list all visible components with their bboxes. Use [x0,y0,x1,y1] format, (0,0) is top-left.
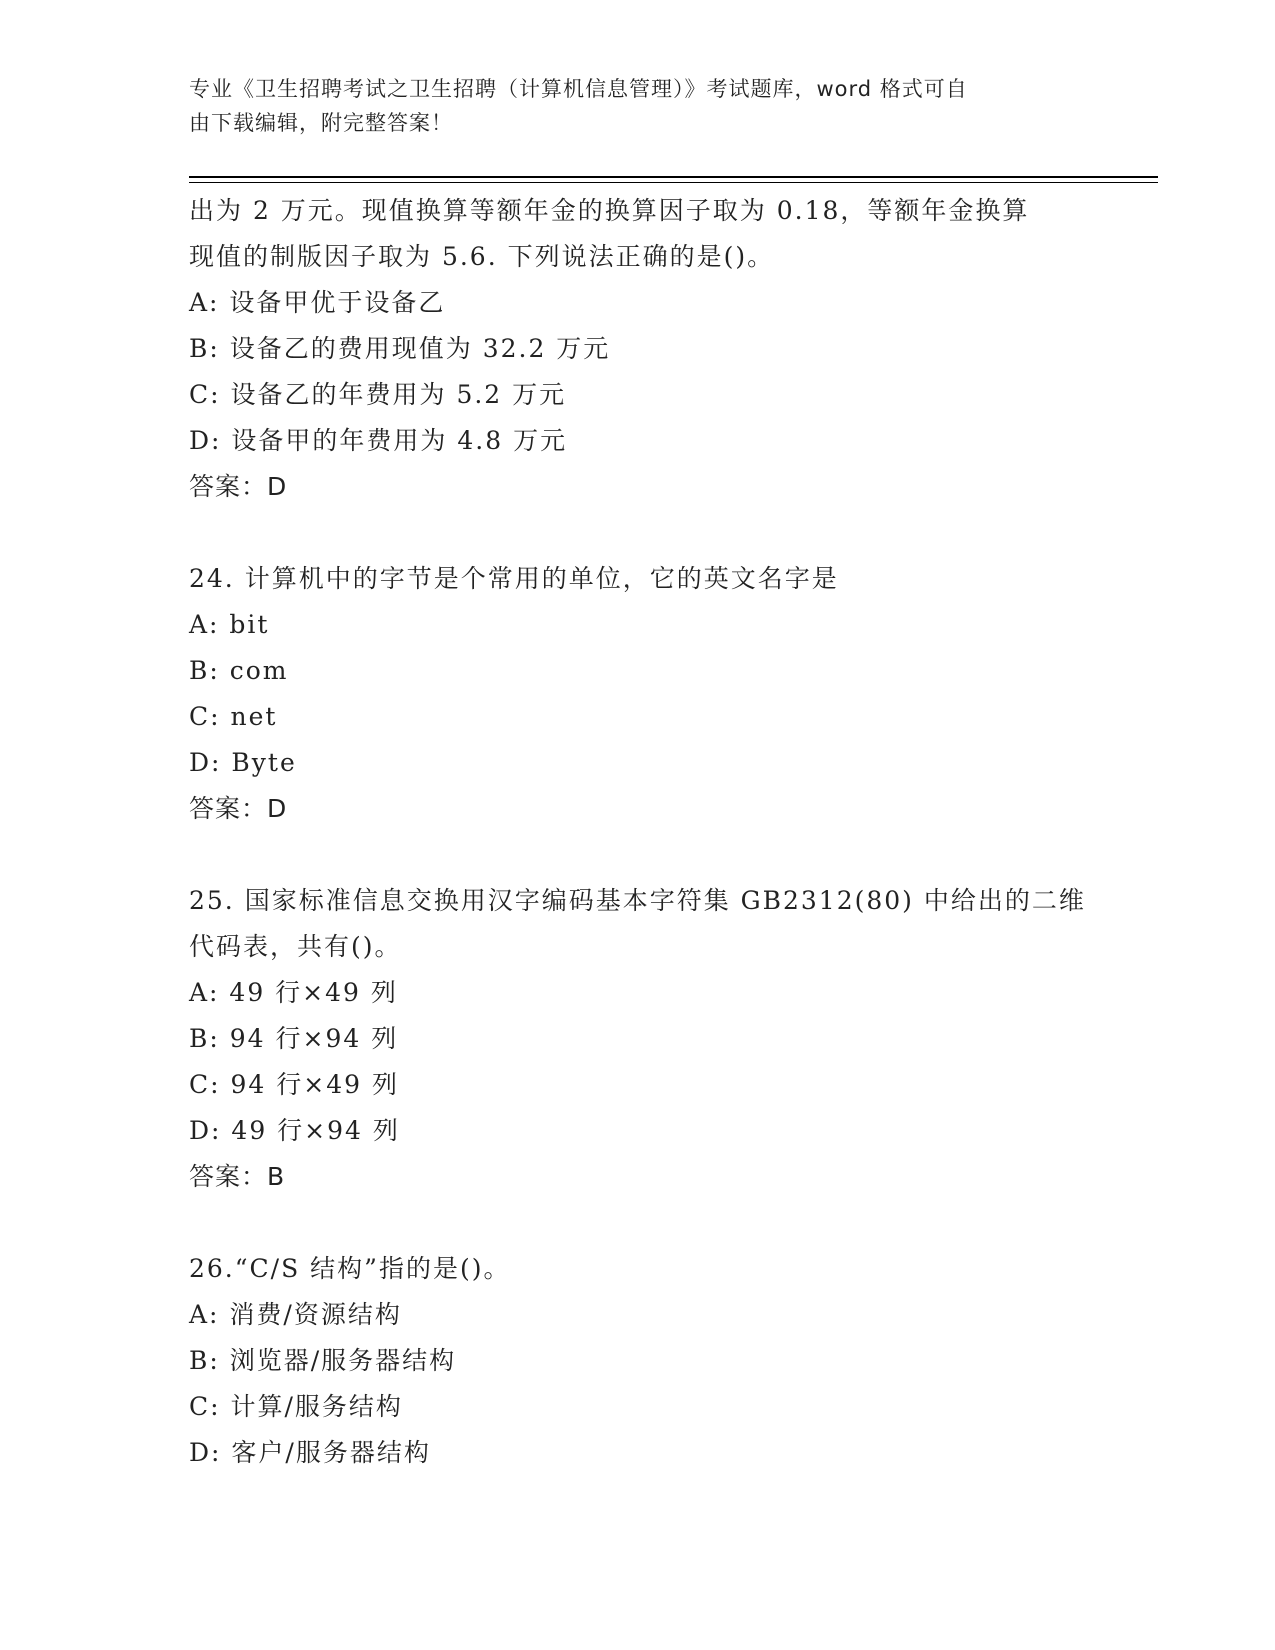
option-d: D: 设备甲的年费用为 4.8 万元 [189,426,568,455]
option-c: C: 计算/服务结构 [189,1392,403,1421]
header-line-2: 由下载编辑，附完整答案！ [189,111,453,135]
option-b: B: 设备乙的费用现值为 32.2 万元 [189,334,611,363]
question-stem: 26.“C/S 结构”指的是()。 [189,1254,511,1283]
header-divider-thin [189,182,1158,183]
option-b: B: 浏览器/服务器结构 [189,1346,457,1375]
option-c: C: 94 行×49 列 [189,1070,399,1099]
question-list [189,188,1089,1476]
option-b: B: 94 行×94 列 [189,1024,399,1053]
option-d: D: Byte [189,748,297,777]
question-23 [189,188,1089,510]
question-stem: 现值的制版因子取为 5.6. 下列说法正确的是()。 [189,242,775,271]
answer: 答案：D [189,472,288,501]
option-a: A: 消费/资源结构 [189,1300,402,1329]
option-d: D: 客户/服务器结构 [189,1438,431,1467]
answer: 答案：D [189,794,288,823]
spacer [189,1200,1089,1246]
header-divider-thick [189,176,1158,178]
option-c: C: 设备乙的年费用为 5.2 万元 [189,380,567,409]
answer: 答案：B [189,1162,286,1191]
question-stem: 25. 国家标准信息交换用汉字编码基本字符集 GB2312(80) 中给出的二维 [189,886,1086,915]
question-stem: 代码表，共有()。 [189,932,402,961]
option-d: D: 49 行×94 列 [189,1116,400,1145]
option-a: A: 设备甲优于设备乙 [189,288,446,317]
question-stem: 出为 2 万元。现值换算等额年金的换算因子取为 0.18，等额年金换算 [189,196,1030,225]
question-26 [189,1246,1089,1476]
option-a: A: 49 行×49 列 [189,978,398,1007]
option-b: B: com [189,656,289,685]
question-stem: 24. 计算机中的字节是个常用的单位，它的英文名字是 [189,564,839,593]
spacer [189,510,1089,556]
option-c: C: net [189,702,278,731]
document-header [189,72,1089,140]
header-line-1: 专业《卫生招聘考试之卫生招聘（计算机信息管理）》考试题库，word 格式可自 [189,77,968,101]
option-a: A: bit [189,610,270,639]
question-24 [189,556,1089,832]
spacer [189,832,1089,878]
question-25 [189,878,1089,1200]
